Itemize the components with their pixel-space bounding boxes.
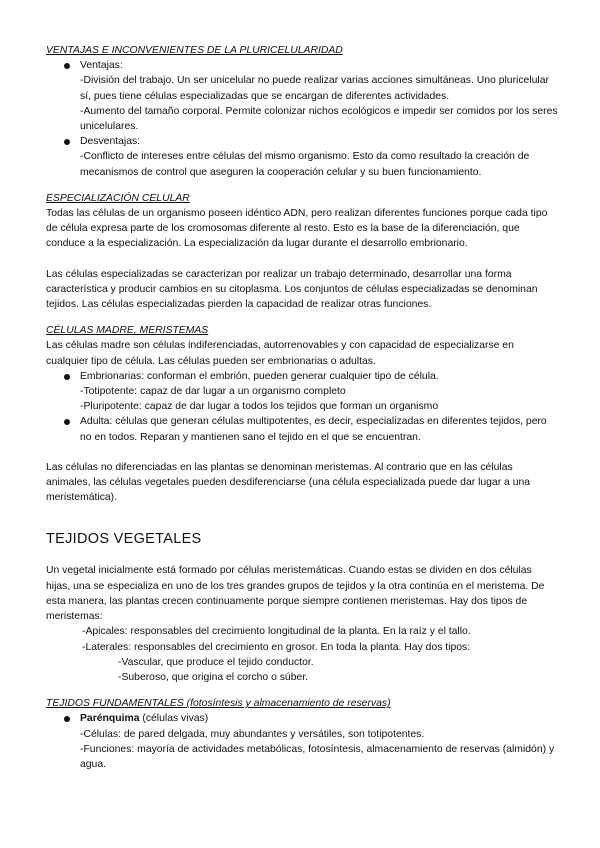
list-item-desventajas xyxy=(46,134,558,180)
paragraph-especializacion-2: Las células especializadas se caracterizan por realizar un trabajo determinado, desarrollar una forma característica y producir cambios en su citoplasma. Los conjuntos de células especializadas se denominan tejidos. Las células especializadas pierden la capacidad de realizar otras funciones. xyxy=(46,268,538,311)
parenquima-funciones: -Funciones: mayoría de actividades metabólicas, fotosíntesis, almacenamiento de reservas (almidón) y agua. xyxy=(80,743,555,770)
document-page xyxy=(46,43,558,772)
parenquima-title xyxy=(80,711,558,726)
paragraph-tejidos-vegetales: Un vegetal inicialmente está formado por células meristemáticas. Cuando estas se dividen en dos células hijas, una se especializa en uno de los tres grandes grupos de tejidos y la otra continúa en el meristema. De esta manera, las plantas crecen continuamente porque siempre contienen meristemas. Hay dos tipos de meristemas: xyxy=(46,565,545,623)
ventaja-tamano-corporal: -Aumento del tamaño corporal. Permite colonizar nichos ecológicos e impedir ser comidos por los seres unicelulares. xyxy=(80,105,558,133)
ventajas-list xyxy=(46,58,558,180)
parenquima-bold: Parénquima xyxy=(80,713,140,725)
parenquima-celulas: -Células: de pared delgada, muy abundantes y versátiles, son totipotentes. xyxy=(80,728,425,740)
heading-pluricelularidad: VENTAJAS E INCONVENIENTES DE LA PLURICELULARIDAD xyxy=(46,45,343,56)
meristema-laterales: -Laterales: responsables del crecimiento en grosor. En toda la planta. Hay dos tipos: xyxy=(82,641,471,653)
paragraph-meristemas: Las células no diferenciadas en las plantas se denominan meristemas. Al contrario que en las células animales, las células vegetales pueden desdiferenciarse (una célula especializada puede dar lugar a una meristemática). xyxy=(46,461,531,504)
desventaja-conflicto: -Conflicto de intereses entre células del mismo organismo. Esto da como resultado la creación de mecanismos de control que aseguren la cooperación celular y su buen funcionamiento. xyxy=(80,151,530,178)
list-item-parenquima xyxy=(46,711,558,772)
ventajas-label: Ventajas: xyxy=(80,60,123,72)
heading-especializacion: ESPECIALIZACIÓN CELULAR xyxy=(46,192,190,204)
adulta-text: Adulta: células que generan células multipotentes, es decir, especializadas en diferentes tejidos, pero no en todos. Reparan y mantienen sano el tejido en el que se encuentran. xyxy=(80,416,547,443)
heading-tejidos-vegetales: TEJIDOS VEGETALES xyxy=(46,531,202,548)
tejidos-fundamentales-list xyxy=(46,711,558,772)
meristema-vascular: -Vascular, que produce el tejido conductor. xyxy=(118,656,314,668)
parenquima-note: (células vivas) xyxy=(139,713,209,725)
ventaja-division-trabajo: -División del trabajo. Un ser unicelular no puede realizar varias acciones simultáneas. Uno pluricelular sí, pues tiene células especializadas que se encargan de diferentes actividades. xyxy=(80,75,549,102)
list-item-ventajas xyxy=(46,58,558,134)
totipotente-text: -Totipotente: capaz de dar lugar a un organismo completo xyxy=(80,386,346,398)
heading-celulas-madre: CÉLULAS MADRE, MERISTEMAS xyxy=(46,325,209,337)
meristema-suberoso: -Suberoso, que origina el corcho o súber. xyxy=(118,671,309,683)
celulas-madre-list xyxy=(46,369,558,445)
paragraph-celulas-madre-intro: Las células madre son células indiferenciadas, autorrenovables y con capacidad de especializarse en cualquier tipo de célula. Las células pueden ser embrionarias o adultas. xyxy=(46,340,514,367)
heading-tejidos-fundamentales: TEJIDOS FUNDAMENTALES (fotosíntesis y almacenamiento de reservas) xyxy=(46,698,391,710)
list-item-adulta xyxy=(46,414,558,444)
pluripotente-text: -Pluripotente: capaz de dar lugar a todos los tejidos que forman un organismo xyxy=(80,401,439,413)
embrionarias-text: Embrionarias: conforman el embrión, pueden generar cualquier tipo de célula. xyxy=(80,370,439,382)
meristema-apicales: -Apicales: responsables del crecimiento longitudinal de la planta. En la raíz y el tallo. xyxy=(82,626,471,638)
desventajas-label: Desventajas: xyxy=(80,136,141,148)
paragraph-especializacion-1: Todas las células de un organismo poseen idéntico ADN, pero realizan diferentes funciones porque cada tipo de célula expresa parte de los cromosomas diferente al resto. Esto es la base de la diferenciación, que conduce a la especialización. La especialización da lugar durante el desarrollo embrionario. xyxy=(46,208,548,250)
list-item-embrionarias xyxy=(46,369,558,415)
